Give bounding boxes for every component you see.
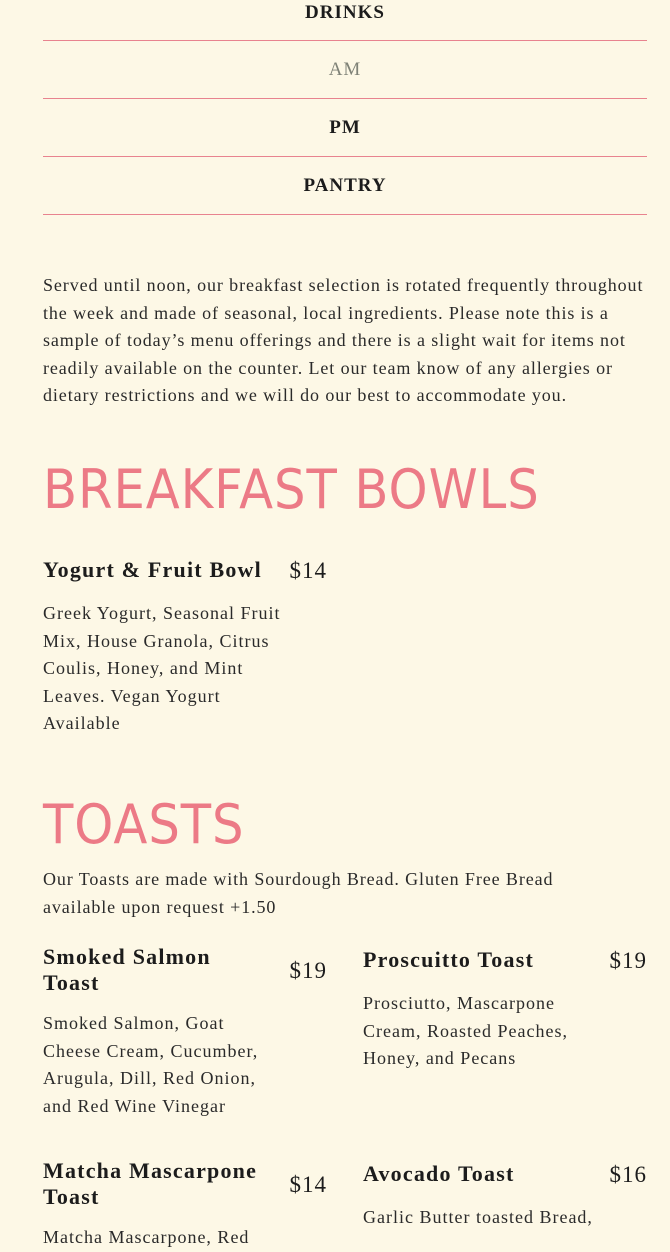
item-price: $14 xyxy=(289,558,327,583)
item-description: Greek Yogurt, Seasonal Fruit Mix, House Granola, Citrus Coulis, Honey, and Mint Leaves. Vegan Yogurt Available xyxy=(43,603,281,733)
breakfast-bowls-heading: BREAKFAST BOWLS xyxy=(43,458,540,521)
item-name: Smoked Salmon Toast xyxy=(43,944,211,995)
menu-item xyxy=(363,947,647,1073)
menu-item xyxy=(43,1158,327,1252)
toasts-heading: TOASTS xyxy=(43,793,245,856)
tab-pantry[interactable] xyxy=(43,157,647,215)
menu-page xyxy=(43,0,647,1247)
item-name: Yogurt & Fruit Bowl xyxy=(43,557,262,582)
tab-am[interactable] xyxy=(43,41,647,99)
item-name: Avocado Toast xyxy=(363,1161,515,1186)
menu-item xyxy=(363,1161,647,1232)
item-description: Matcha Mascarpone, Red xyxy=(43,1227,250,1247)
tab-drinks[interactable] xyxy=(43,0,647,41)
menu-item xyxy=(43,557,327,738)
item-name: Proscuitto Toast xyxy=(363,947,534,972)
tab-pm-label: PM xyxy=(329,116,361,138)
item-price: $16 xyxy=(609,1162,647,1187)
menu-item xyxy=(43,944,327,1120)
item-price: $14 xyxy=(289,1172,327,1197)
item-price: $19 xyxy=(289,958,327,983)
tab-pm[interactable] xyxy=(43,99,647,157)
item-price: $19 xyxy=(609,948,647,973)
item-description: Garlic Butter toasted Bread, xyxy=(363,1207,593,1227)
item-description: Smoked Salmon, Goat Cheese Cream, Cucumber, Arugula, Dill, Red Onion, and Red Wine Vinegar xyxy=(43,1013,259,1116)
toasts-note: Our Toasts are made with Sourdough Bread. Gluten Free Bread available upon request +1.50 xyxy=(43,869,554,917)
tab-pantry-label: PANTRY xyxy=(303,174,387,196)
item-name: Matcha Mascarpone Toast xyxy=(43,1158,258,1209)
tab-am-label: AM xyxy=(328,58,362,80)
item-description: Prosciutto, Mascarpone Cream, Roasted Peaches, Honey, and Pecans xyxy=(363,993,568,1068)
tab-drinks-label: DRINKS xyxy=(305,2,385,23)
intro-text: Served until noon, our breakfast selection is rotated frequently throughout the week and made of seasonal, local ingredients. Please note this is a sample of today’s menu offerings and there is a slight wait for items not readily available on the counter. Let our team know of any allergies or dietary restrictions and we will do our best to accommodate you. xyxy=(43,275,644,405)
menu-nav xyxy=(43,0,647,215)
